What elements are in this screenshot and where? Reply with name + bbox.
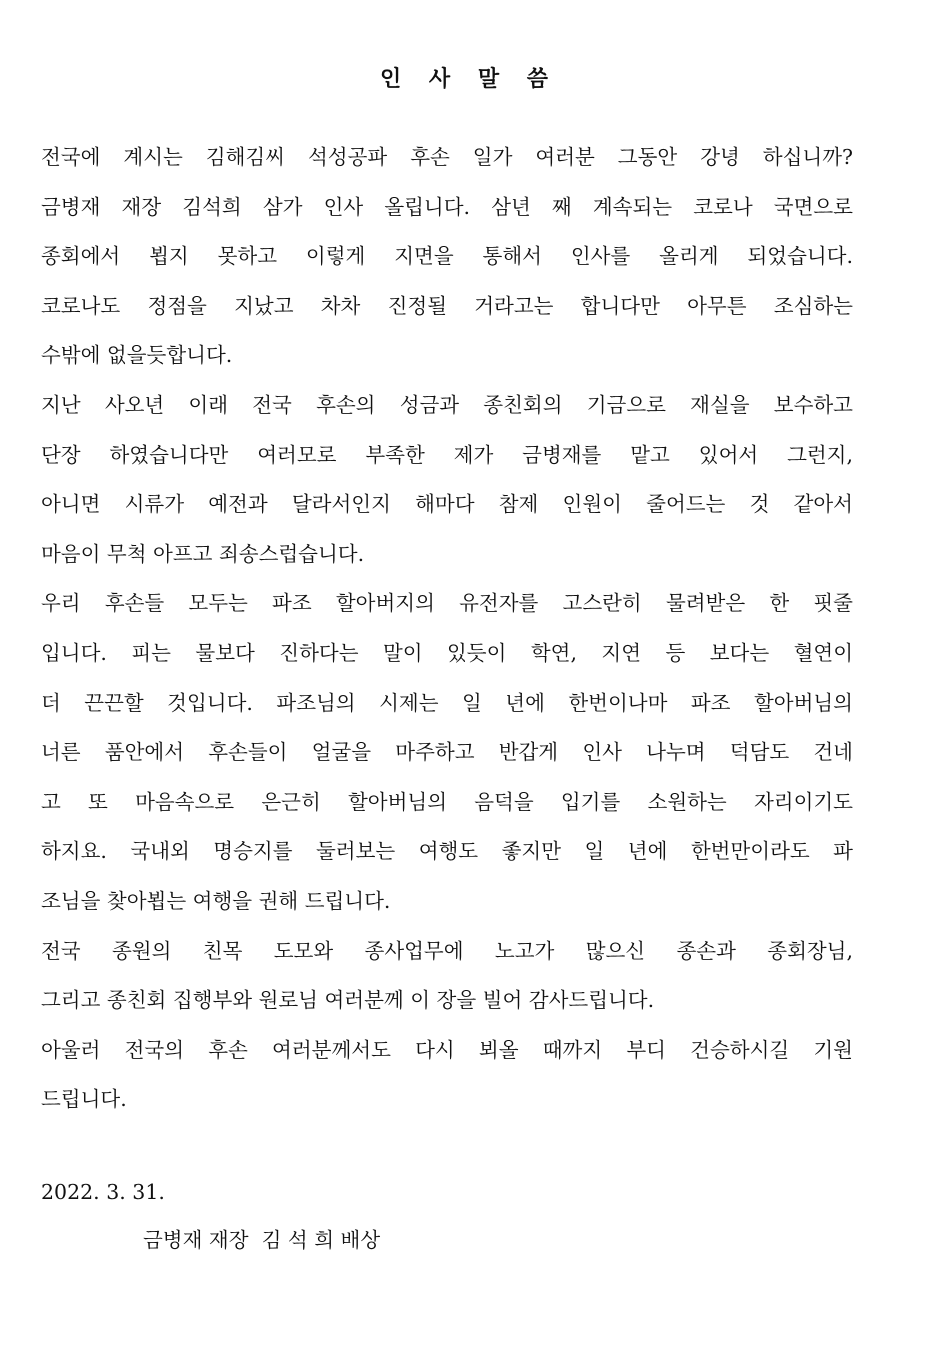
body-line: 수밖에 없을듯합니다. — [41, 343, 233, 368]
body-line: 마음이 무척 아프고 죄송스럽습니다. — [41, 541, 365, 566]
body-line: 조님을 찾아뵙는 여행을 권해 드립니다. — [41, 888, 391, 913]
body-line: 너른 품안에서 후손들이 얼굴을 마주하고 반갑게 인사 나누며 덕담도 건네 — [41, 740, 853, 765]
body-line: 단장 하였습니다만 여러모로 부족한 제가 금병재를 맡고 있어서 그런지, — [41, 442, 853, 467]
body-line: 아울러 전국의 후손 여러분께서도 다시 뵈올 때까지 부디 건승하시길 기원 — [41, 1037, 853, 1062]
body-line: 전국에 계시는 김해김씨 석성공파 후손 일가 여러분 그동안 강녕 하십니까? — [41, 145, 853, 169]
body-line: 고 또 마음속으로 은근히 할아버님의 음덕을 입기를 소원하는 자리이기도 — [41, 789, 853, 814]
body-line: 아니면 시류가 예전과 달라서인지 해마다 참제 인원이 줄어드는 것 같아서 — [41, 492, 853, 517]
body-line: 그리고 종친회 집행부와 원로님 여러분께 이 장을 빌어 감사드립니다. — [41, 988, 655, 1013]
body-line: 우리 후손들 모두는 파조 할아버지의 유전자를 고스란히 물려받은 한 핏줄 — [41, 591, 853, 616]
body-line: 전국 종원의 친목 도모와 종사업무에 노고가 많으신 종손과 종회장님, — [41, 938, 853, 963]
body-line: 하지요. 국내외 명승지를 둘러보는 여행도 좋지만 일 년에 한번만이라도 파 — [41, 839, 853, 864]
letter-signature: 금병재 재장 김 석 희 배상 — [143, 1228, 381, 1252]
page-title: 인 사 말 씀 — [380, 66, 558, 92]
letter-date: 2022. 3. 31. — [41, 1180, 165, 1204]
body-line: 더 끈끈할 것입니다. 파조님의 시제는 일 년에 한번이나마 파조 할아버님의 — [41, 690, 853, 715]
body-line: 드립니다. — [41, 1087, 127, 1112]
letter-body — [41, 133, 853, 1125]
body-line: 코로나도 정점을 지났고 차차 진정될 거라고는 합니다만 아무튼 조심하는 — [41, 293, 853, 318]
body-line: 지난 사오년 이래 전국 후손의 성금과 종친회의 기금으로 재실을 보수하고 — [41, 392, 853, 417]
body-line: 금병재 재장 김석희 삼가 인사 올립니다. 삼년 째 계속되는 코로나 국면으로 — [41, 194, 853, 219]
body-line: 종회에서 뵙지 못하고 이렇게 지면을 통해서 인사를 올리게 되었습니다. — [41, 244, 853, 269]
body-line: 입니다. 피는 물보다 진하다는 말이 있듯이 학연, 지연 등 보다는 혈연이 — [41, 640, 853, 665]
